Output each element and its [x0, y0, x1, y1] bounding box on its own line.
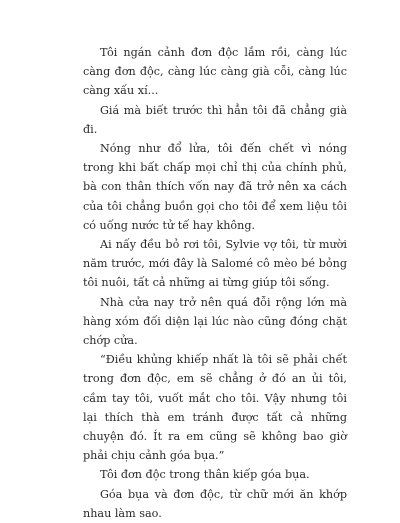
paragraph-6: “Điều khủng khiếp nhất là tôi sẽ phải chết trong đơn độc, em sẽ chẳng ở đó an ủi tôi, cầm tay tôi, vuốt mắt cho tôi. Vậy nhưng tôi lại thích thà em tránh được tất cả những chuyện đó. Ít ra em cũng sẽ không bao giờ phải chịu cảnh góa bụa.”	[83, 353, 347, 463]
body-text	[83, 43, 347, 523]
paragraph-7: Tôi đơn độc trong thân kiếp góa bụa.	[100, 468, 310, 482]
paragraph-2: Giá mà biết trước thì hẳn tôi đã chẳng già đi.	[83, 103, 347, 136]
paragraph-4: Ai nấy đều bỏ rơi tôi, Sylvie vợ tôi, từ mười năm trước, mới đây là Salomé cô mèo bé bỏng tôi nuôi, tất cả những ai từng giúp tôi sống.	[83, 238, 347, 290]
paragraph-8: Góa bụa và đơn độc, từ chữ mới ăn khớp nhau làm sao.	[83, 487, 347, 520]
paragraph-5: Nhà cửa nay trở nên quá đỗi rộng lớn mà hàng xóm đối diện lại lúc nào cũng đóng chặt chớp cửa.	[83, 295, 347, 348]
paragraph-1: Tôi ngán cảnh đơn độc lắm rồi, càng lúc càng đơn độc, càng lúc càng già cỗi, càng lúc càng xấu xí...	[83, 46, 347, 98]
paragraph-3: Nóng như đổ lửa, tôi đến chết vì nóng trong khi bất chấp mọi chỉ thị của chính phủ, bà con thân thích vốn nay đã trở nên xa cách của tôi chẳng buồn gọi cho tôi để xem liệu tôi có uống nước tử tế hay không.	[83, 142, 347, 232]
